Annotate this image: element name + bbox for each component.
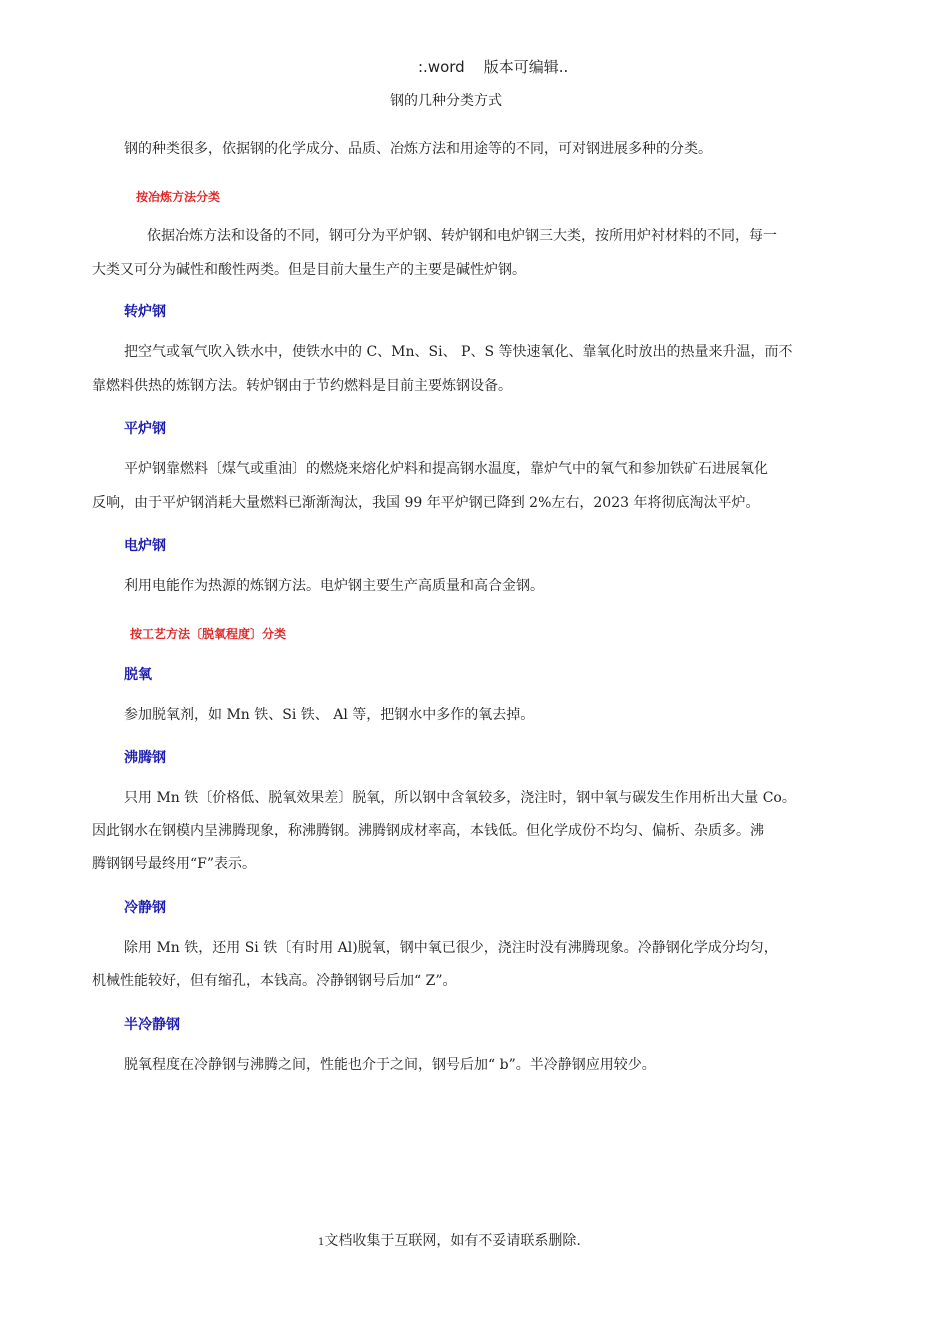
subheading-semi-killed-steel: 半冷静钢 bbox=[124, 1017, 180, 1033]
killed-paragraph-line-1: 除用 Mn 铁，还用 Si 铁〔有时用 Al)脱氧，钢中氧已很少，浇注时没有沸腾现象。冷静钢化学成分均匀， bbox=[124, 940, 778, 956]
electric-paragraph-line-1: 利用电能作为热源的炼钢方法。电炉钢主要生产高质量和高合金钢。 bbox=[124, 578, 544, 594]
subheading-electric-furnace-steel: 电炉钢 bbox=[124, 538, 166, 554]
open-hearth-paragraph-line-1: 平炉钢靠燃料〔煤气或重油〕的燃烧来熔化炉料和提高钢水温度，靠炉气中的氧气和参加铁矿石进展氧化 bbox=[124, 461, 768, 477]
section-heading-smelting: 按冶炼方法分类 bbox=[136, 190, 221, 204]
section-heading-deoxidation: 按工艺方法〔脱氧程度〕分类 bbox=[130, 627, 287, 641]
smelting-paragraph-line-2: 大类又可分为碱性和酸性两类。但是目前大量生产的主要是碱性炉钢。 bbox=[92, 262, 526, 278]
page-number: 1 bbox=[318, 1237, 325, 1248]
subheading-killed-steel: 冷静钢 bbox=[124, 900, 166, 916]
deoxidation-paragraph-line-1: 参加脱氧剂，如 Mn 铁、Si 铁、 Al 等，把钢水中多作的氧去掉。 bbox=[124, 707, 535, 723]
subheading-deoxidation: 脱氧 bbox=[124, 667, 152, 683]
subheading-converter-steel: 转炉钢 bbox=[124, 304, 166, 320]
converter-paragraph-line-2: 靠燃料供热的炼钢方法。转炉钢由于节约燃料是目前主要炼钢设备。 bbox=[92, 378, 512, 394]
intro-paragraph: 钢的种类很多，依据钢的化学成分、品质、冶炼方法和用途等的不同，可对钢进展多种的分类。 bbox=[124, 141, 712, 157]
open-hearth-paragraph-line-2: 反响，由于平炉钢消耗大量燃料已渐渐淘汰，我国 99 年平炉钢已降到 2%左右，2023 年将彻底淘汰平炉。 bbox=[92, 495, 760, 511]
document-title: 钢的几种分类方式 bbox=[390, 93, 502, 109]
converter-paragraph-line-1: 把空气或氧气吹入铁水中，使铁水中的 C、Mn、Si、 P、S 等快速氧化、靠氧化时放出的热量来升温，而不 bbox=[124, 344, 793, 360]
header bbox=[418, 56, 568, 77]
rimmed-paragraph-line-3: 腾钢钢号最终用“F”表示。 bbox=[92, 856, 257, 872]
header-left: :.word bbox=[418, 58, 465, 76]
killed-paragraph-line-2: 机械性能较好，但有缩孔，本钱高。冷静钢钢号后加“ Z”。 bbox=[92, 973, 457, 989]
footer-text: 文档收集于互联网，如有不妥请联系删除. bbox=[324, 1233, 581, 1249]
subheading-rimmed-steel: 沸腾钢 bbox=[124, 750, 166, 766]
semi-killed-paragraph-line-1: 脱氧程度在冷静钢与沸腾之间，性能也介于之间，钢号后加“ b”。半冷静钢应用较少。 bbox=[124, 1057, 656, 1073]
rimmed-paragraph-line-1: 只用 Mn 铁〔价格低、脱氧效果差〕脱氧，所以钢中含氧较多，浇注时，钢中氧与碳发生作用析出大量 Co。 bbox=[124, 790, 796, 806]
subheading-open-hearth-steel: 平炉钢 bbox=[124, 421, 166, 437]
footer bbox=[318, 1230, 581, 1250]
smelting-paragraph-line-1: 依据冶炼方法和设备的不同，钢可分为平炉钢、转炉钢和电炉钢三大类，按所用炉衬材料的不同，每一 bbox=[147, 228, 777, 244]
rimmed-paragraph-line-2: 因此钢水在钢模内呈沸腾现象，称沸腾钢。沸腾钢成材率高，本钱低。但化学成份不均匀、偏析、杂质多。沸 bbox=[92, 823, 764, 839]
header-right: 版本可编辑.. bbox=[483, 58, 569, 76]
